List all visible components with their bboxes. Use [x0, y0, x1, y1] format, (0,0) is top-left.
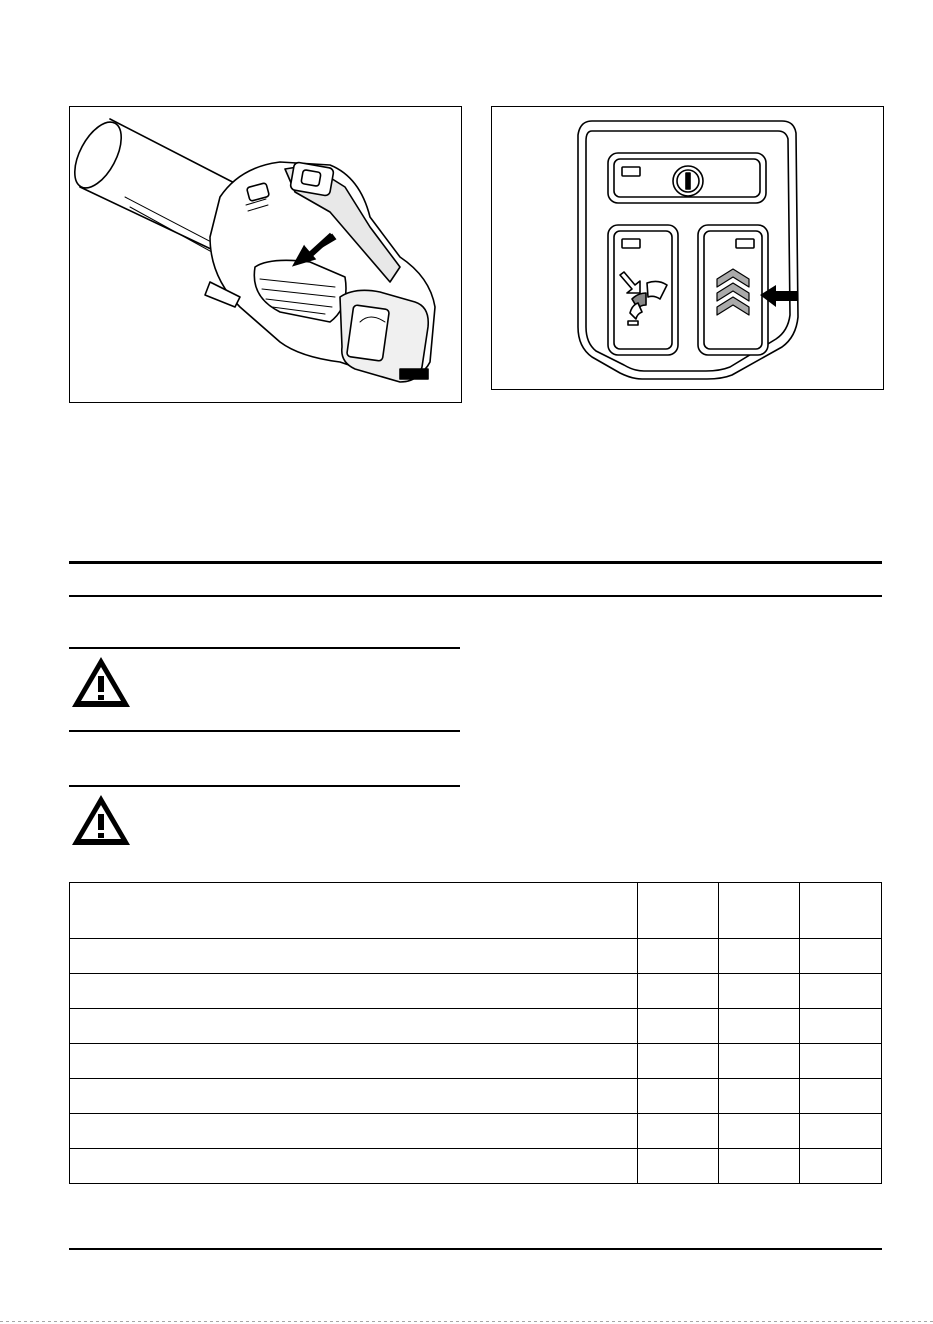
table-header-cell — [719, 883, 800, 939]
table-row — [70, 1114, 882, 1149]
warning-1-top-rule — [69, 647, 460, 649]
maintenance-table — [69, 882, 882, 1184]
table-cell — [70, 1079, 638, 1114]
table-cell — [70, 1009, 638, 1044]
table-cell — [719, 1149, 800, 1184]
warning-2-top-rule — [69, 785, 460, 787]
table-cell — [719, 1079, 800, 1114]
table-cell — [638, 1114, 719, 1149]
table-cell — [638, 1149, 719, 1184]
warning-2 — [69, 792, 460, 852]
warning-triangle-icon — [69, 654, 133, 710]
table-row — [70, 939, 882, 974]
table-cell — [70, 939, 638, 974]
table-cell — [800, 1114, 882, 1149]
table-cell — [800, 1079, 882, 1114]
table-cell — [638, 939, 719, 974]
table-cell — [800, 1149, 882, 1184]
table-header-row — [70, 883, 882, 939]
section-heading-rule — [69, 595, 882, 597]
footer-rule — [69, 1248, 882, 1250]
blower-handle-figure — [69, 106, 462, 403]
table-cell — [800, 974, 882, 1009]
table-cell — [70, 974, 638, 1009]
control-panel-figure — [491, 106, 884, 390]
table-cell — [70, 1044, 638, 1079]
warning-triangle-icon — [69, 792, 133, 848]
table-header-cell — [638, 883, 719, 939]
warning-1 — [69, 654, 460, 714]
table-cell — [638, 1079, 719, 1114]
table-cell — [638, 1044, 719, 1079]
table-cell — [719, 1114, 800, 1149]
table-row — [70, 974, 882, 1009]
control-panel-illustration — [492, 107, 884, 390]
table-cell — [638, 1009, 719, 1044]
table-cell — [70, 1149, 638, 1184]
table-cell — [800, 939, 882, 974]
table-cell — [70, 1114, 638, 1149]
table-row — [70, 1149, 882, 1184]
section-top-rule — [69, 561, 882, 564]
table-cell — [638, 974, 719, 1009]
table-cell — [719, 1009, 800, 1044]
table-header-cell — [800, 883, 882, 939]
table-cell — [800, 1009, 882, 1044]
table-cell — [719, 939, 800, 974]
table-cell — [800, 1044, 882, 1079]
table-row — [70, 1079, 882, 1114]
table-row — [70, 1009, 882, 1044]
table-cell — [719, 974, 800, 1009]
blower-handle-illustration — [70, 107, 462, 403]
table-row — [70, 1044, 882, 1079]
warning-1-bottom-rule — [69, 730, 460, 732]
table-header-cell — [70, 883, 638, 939]
table-cell — [719, 1044, 800, 1079]
